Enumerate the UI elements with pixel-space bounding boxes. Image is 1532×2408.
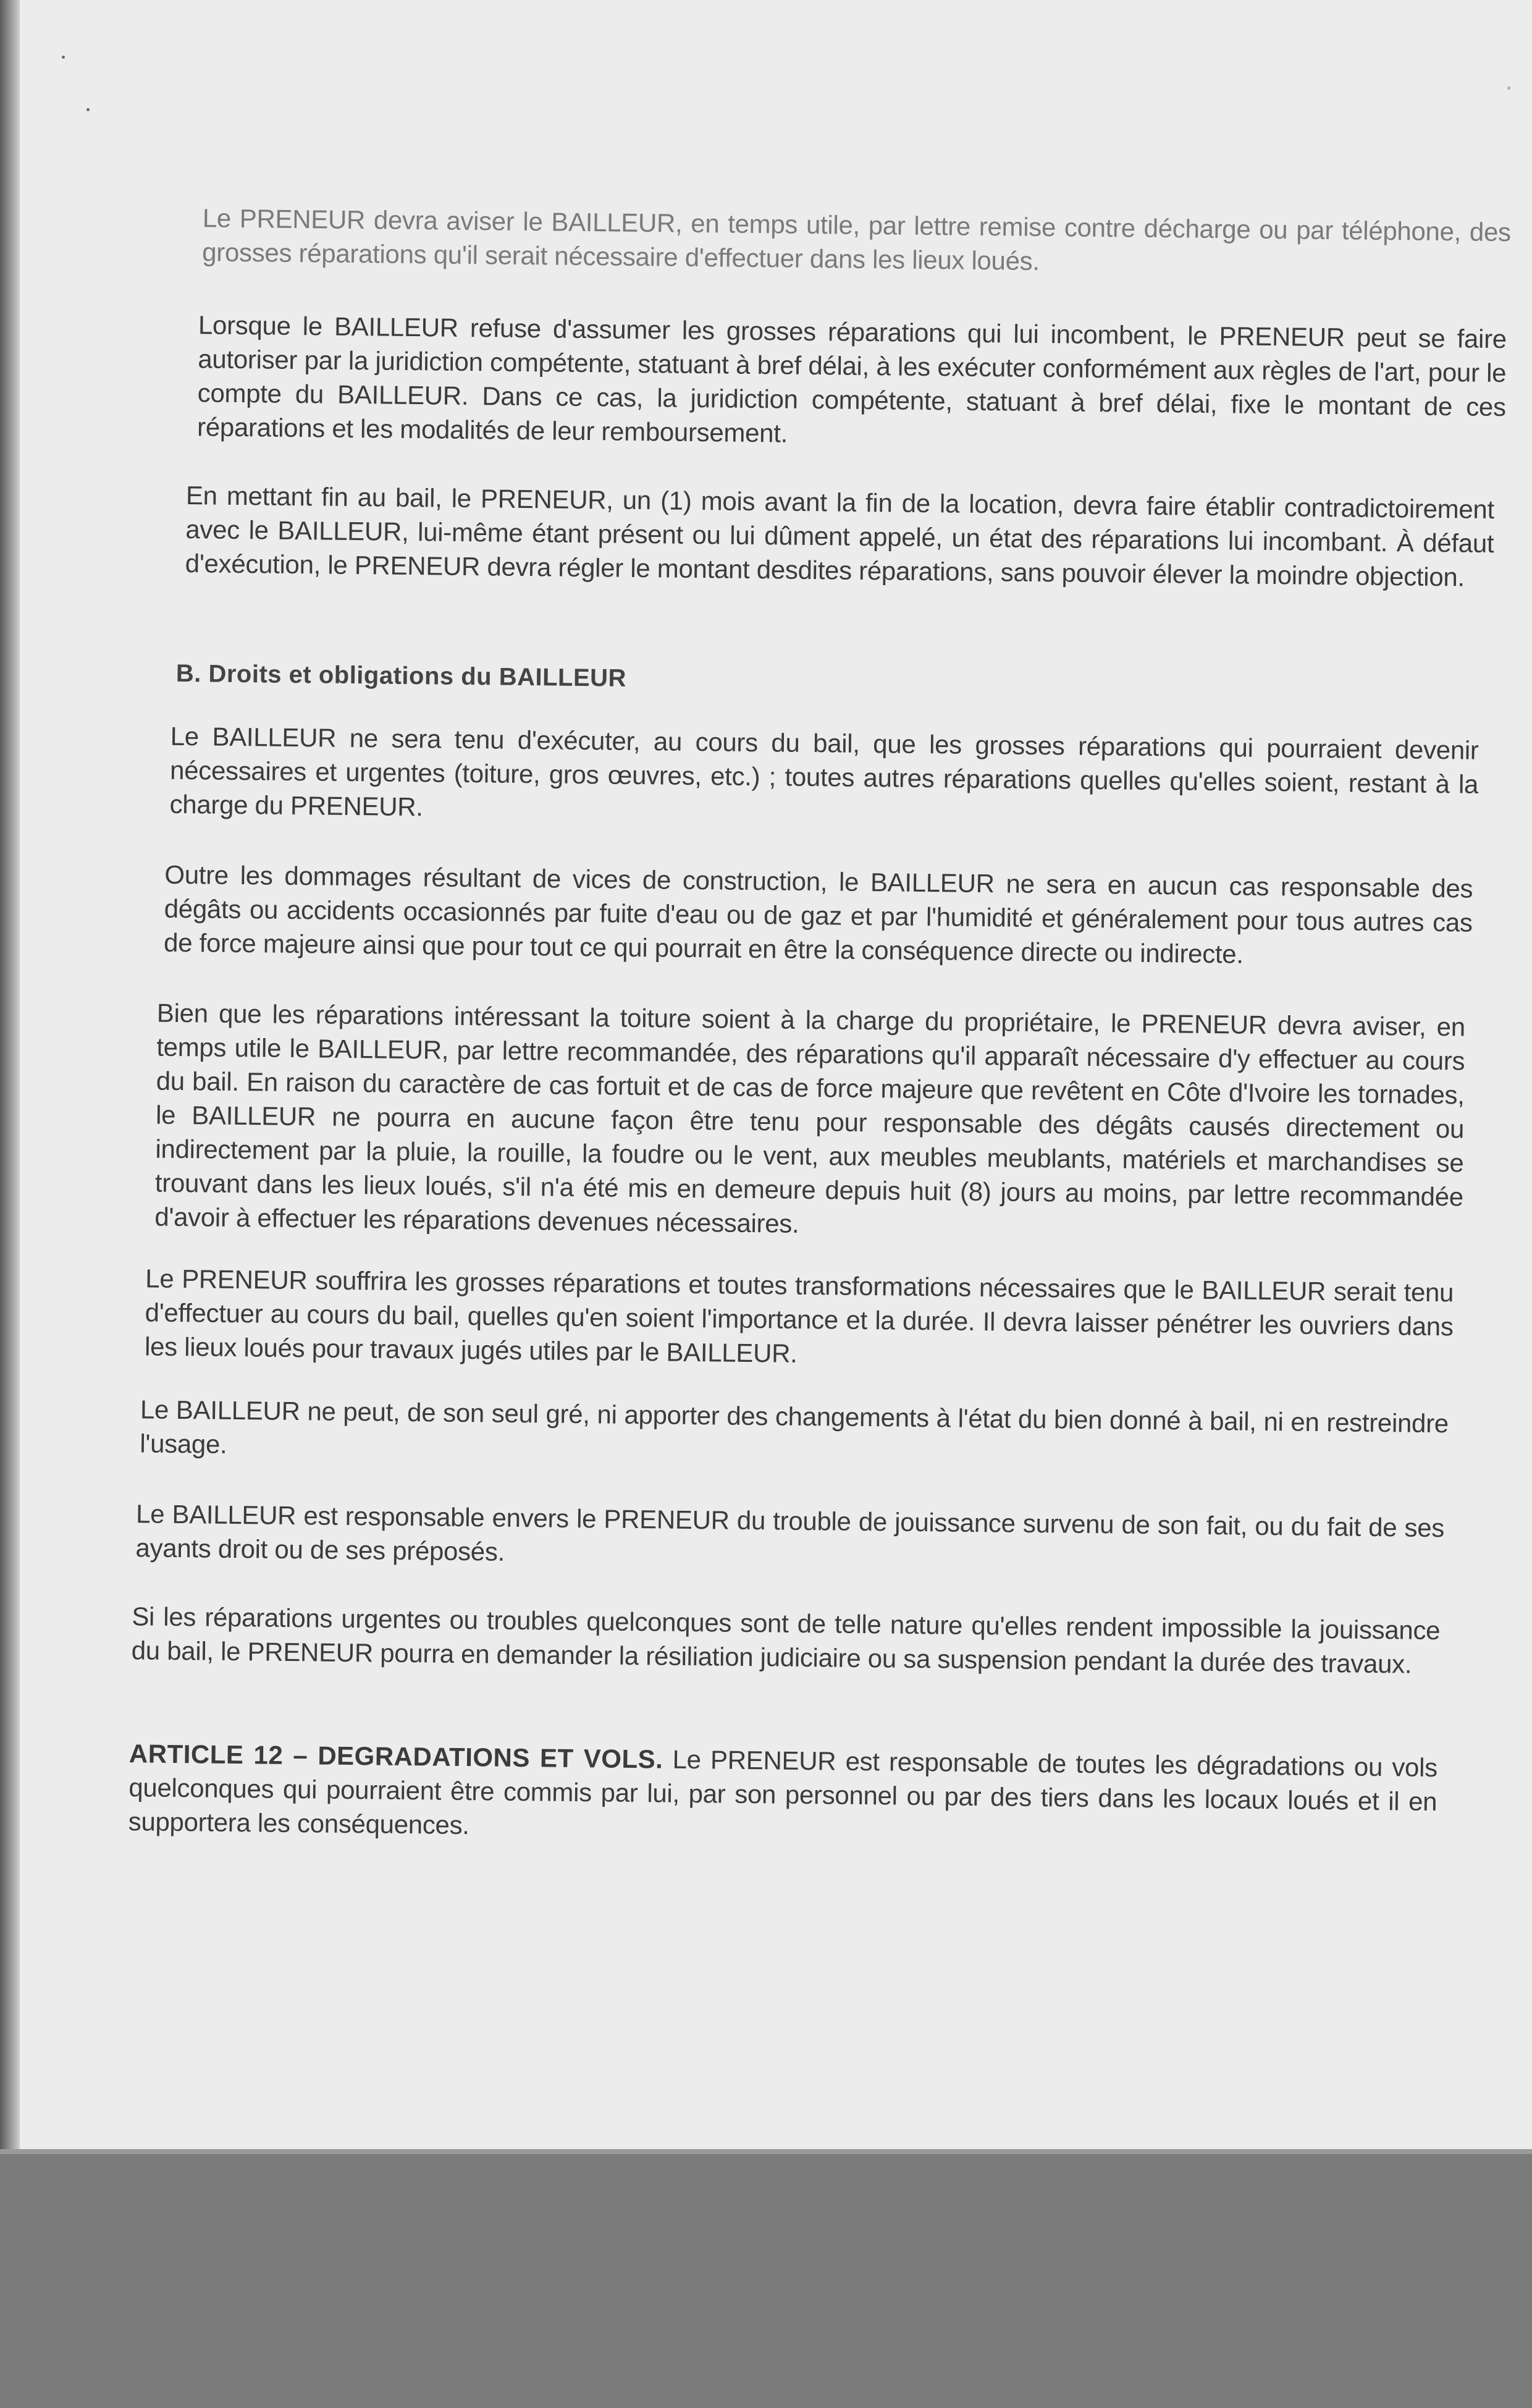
paragraph: Le BAILLEUR ne peut, de son seul gré, ni apporter des changements à l'état du bien donné à bail, ni en restreindre l'usage. <box>140 1395 1449 1459</box>
paragraph: Le BAILLEUR est responsable envers le PRENEUR du trouble de jouissance survenu de son fait, ou du fait de ses ayants droit ou de ses préposés. <box>135 1499 1445 1566</box>
article-12-paragraph <box>128 1736 1437 1852</box>
paragraph: Le BAILLEUR ne sera tenu d'exécuter, au cours du bail, que les grosses réparations qui pourraient devenir nécessaires et urgentes (toiture, gros œuvres, etc.) ; toutes autres réparations quelles qu'elles soient, restant à la charge du PRENEUR. <box>169 721 1479 822</box>
paragraph: Le PRENEUR souffrira les grosses réparations et toutes transformations nécessaires que le BAILLEUR serait tenu d'effectuer au cours du bail, quelles qu'en soient l'importance et la durée. Il devra laisser pénétrer les ouvriers dans les lieux loués pour travaux jugés utiles par le BAILLEUR. <box>144 1264 1454 1368</box>
paragraph: Le PRENEUR devra aviser le BAILLEUR, en temps utile, par lettre remise contre décharge ou par téléphone, des grosses réparations qu'il serait nécessaire d'effectuer dans les lieux loués. <box>202 203 1511 276</box>
paragraph: Lorsque le BAILLEUR refuse d'assumer les grosses réparations qui lui incombent, le PRENEUR peut se faire autoriser par la juridiction compétente, statuant à bref délai, à les exécuter conformément aux règles de l'art, pour le compte du BAILLEUR. Dans ce cas, la juridiction compétente, statuant à bref délai, fixe le montant de ces réparations et les modalités de leur remboursement. <box>196 310 1507 448</box>
section-heading: B. Droits et obligations du BAILLEUR <box>175 659 627 692</box>
paragraph: Si les réparations urgentes ou troubles quelconques sont de telle nature qu'elles rendent impossible la jouissance du bail, le PRENEUR pourra en demander la résiliation judiciaire ou sa suspension pendant la durée des travaux. <box>131 1602 1441 1679</box>
scan-bottom-edge <box>0 2149 1532 2154</box>
paragraph: Bien que les réparations intéressant la toiture soient à la charge du propriétaire, le PRENEUR devra aviser, en temps utile le BAILLEUR, par lettre recommandée, des réparations qu'il apparaît nécessaire d'y effectuer au cours du bail. En raison du caractère de cas fortuit et de cas de force majeure que revêtent en Côte d'Ivoire les tornades, le BAILLEUR ne pourra en aucune façon être tenu pour responsable des dégâts causés directement ou indirectement par la pluie, la rouille, la foudre ou le vent, aux meubles meublants, matériels et marchandises se trouvant dans les lieux loués, s'il n'a été mis en demeure depuis huit (8) jours au moins, par lettre recommandée d'avoir à effectuer les réparations devenues nécessaires. <box>154 998 1466 1238</box>
paragraph: En mettant fin au bail, le PRENEUR, un (1) mois avant la fin de la location, devra faire établir contradictoirement avec le BAILLEUR, lui-même étant présent ou lui dûment appelé, un état des réparations lui incombant. À défaut d'exécution, le PRENEUR devra régler le montant desdites réparations, sans pouvoir élever la moindre objection. <box>185 481 1495 592</box>
article-12-title: ARTICLE 12 – DEGRADATIONS ET VOLS. <box>128 1739 663 1774</box>
article-12-text: Le PRENEUR est responsable de toutes les dégradations ou vols quelconques qui pourraient être commis par lui, par son personnel ou par des tiers dans les locaux loués et il en supportera les conséquences. <box>128 1744 1438 1840</box>
paragraph: Outre les dommages résultant de vices de construction, le BAILLEUR ne sera en aucun cas responsable des dégâts ou accidents occasionnés par fuite d'eau ou de gaz et par l'humidité et généralement pour tous autres cas de force majeure ainsi que pour tout ce qui pourrait en être la conséquence directe ou indirecte. <box>163 860 1473 969</box>
